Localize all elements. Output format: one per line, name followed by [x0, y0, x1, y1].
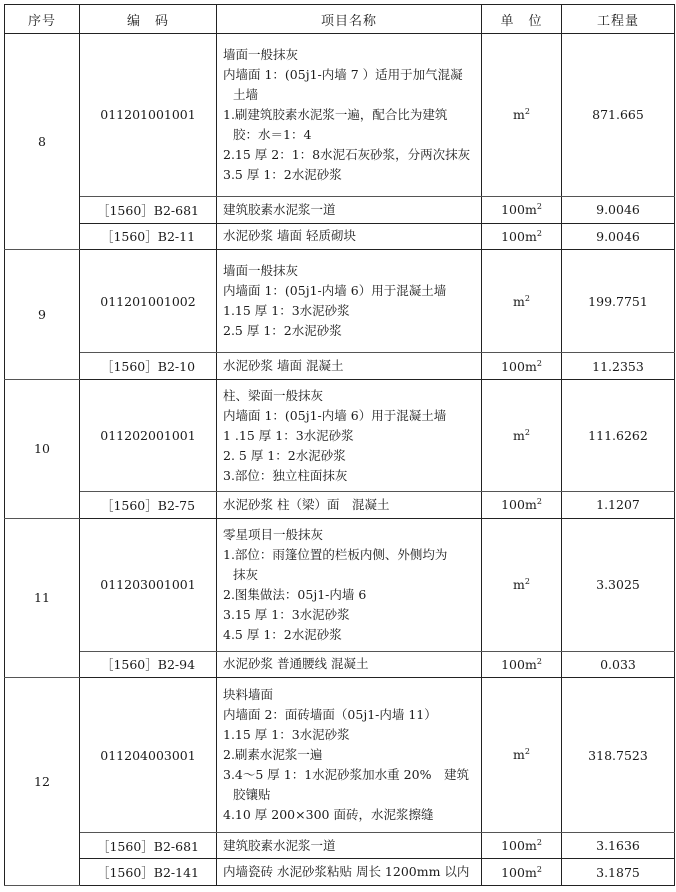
row-code: 011201001001: [80, 34, 217, 197]
sub-unit: [482, 491, 562, 518]
header-seq: 序号: [5, 5, 80, 34]
sub-unit: [482, 353, 562, 380]
sub-qty: 11.2353: [562, 353, 675, 380]
header-unit: 单 位: [482, 5, 562, 34]
row-qty: 318.7523: [562, 678, 675, 832]
unit-superscript: 2: [524, 747, 530, 757]
unit-text: 100m: [501, 228, 537, 244]
name-line: 内墙面 1：(05j1-内墙 7 ）适用于加气混凝: [223, 66, 463, 82]
table-row-sub: [5, 651, 675, 678]
sub-qty: 9.0046: [562, 196, 675, 223]
unit-superscript: 2: [536, 864, 542, 874]
sub-code: ［1560］B2-681: [80, 196, 217, 223]
sub-unit: [482, 651, 562, 678]
name-line: 2.5 厚 1：2水泥砂浆: [223, 323, 342, 339]
sub-code: ［1560］B2-10: [80, 353, 217, 380]
name-line: 土墙: [233, 86, 259, 102]
unit-superscript: 2: [536, 202, 542, 212]
unit-text: m: [513, 747, 525, 763]
unit-text: 100m: [501, 864, 537, 880]
sub-qty: 0.033: [562, 651, 675, 678]
row-unit: [482, 678, 562, 832]
name-line: 内墙面 1：(05j1-内墙 6）用于混凝土墙: [223, 283, 447, 299]
row-seq: 11: [5, 518, 80, 678]
unit-superscript: 2: [524, 107, 530, 117]
name-line: 胶：水＝1：4: [233, 126, 312, 142]
sub-qty: 3.1636: [562, 832, 675, 859]
sub-name: 水泥砂浆 普通腰线 混凝土: [217, 651, 482, 678]
header-code: 编 码: [80, 5, 217, 34]
unit-text: 100m: [501, 202, 537, 218]
sub-code: ［1560］B2-11: [80, 223, 217, 250]
name-line: 1 .15 厚 1：3水泥砂浆: [223, 427, 354, 443]
row-seq: 12: [5, 678, 80, 886]
name-line: 块料墙面: [223, 687, 274, 702]
name-line: 内墙面 1：(05j1-内墙 6）用于混凝土墙: [223, 407, 447, 423]
name-line: 墙面一般抹灰: [223, 46, 299, 62]
name-line: 4.5 厚 1：2水泥砂浆: [223, 626, 342, 642]
header-qty: 工程量: [562, 5, 675, 34]
table-row-main: [5, 380, 675, 492]
row-code: 011204003001: [80, 678, 217, 832]
unit-text: m: [513, 107, 525, 123]
sub-qty: 3.1875: [562, 859, 675, 886]
row-code: 011201001002: [80, 250, 217, 353]
unit-text: m: [513, 293, 525, 309]
sub-unit: [482, 832, 562, 859]
unit-text: 100m: [501, 497, 537, 513]
name-line: 柱、梁面一般抹灰: [223, 387, 324, 403]
name-line: 4.10 厚 200×300 面砖，水泥浆擦缝: [223, 807, 434, 822]
name-line: 胶镶贴: [233, 787, 271, 802]
unit-text: 100m: [501, 657, 537, 673]
row-name: [217, 250, 482, 353]
sub-name: 建筑胶素水泥浆一道: [217, 832, 482, 859]
sub-name: 水泥砂浆 墙面 混凝土: [217, 353, 482, 380]
table-row-sub: [5, 832, 675, 859]
sub-code: ［1560］B2-75: [80, 491, 217, 518]
table-row-sub: [5, 353, 675, 380]
unit-text: m: [513, 577, 525, 593]
name-line: 1.部位：雨篷位置的栏板内侧、外侧均为: [223, 546, 448, 562]
unit-superscript: 2: [524, 427, 530, 437]
sub-name: 内墙瓷砖 水泥砂浆粘贴 周长 1200mm 以内: [217, 859, 482, 886]
name-line: 2.刷素水泥浆一遍: [223, 747, 323, 762]
sub-name: 水泥砂浆 柱（梁）面 混凝土: [217, 491, 482, 518]
table-row-sub: [5, 491, 675, 518]
sub-name: 建筑胶素水泥浆一道: [217, 196, 482, 223]
table-header-row: [5, 5, 675, 34]
row-qty: 111.6262: [562, 380, 675, 492]
sub-code: ［1560］B2-681: [80, 832, 217, 859]
row-unit: [482, 380, 562, 492]
row-name: [217, 380, 482, 492]
table-row-sub: [5, 859, 675, 886]
name-line: 1.刷建筑胶素水泥浆一遍，配合比为建筑: [223, 106, 448, 122]
table-row-sub: [5, 196, 675, 223]
unit-superscript: 2: [536, 837, 542, 847]
name-line: 抹灰: [233, 566, 259, 582]
unit-text: 100m: [501, 358, 537, 374]
unit-superscript: 2: [536, 228, 542, 238]
sub-code: ［1560］B2-94: [80, 651, 217, 678]
sub-unit: [482, 859, 562, 886]
unit-superscript: 2: [536, 656, 542, 666]
name-line: 零星项目一般抹灰: [223, 526, 324, 542]
table-row-main: [5, 250, 675, 353]
row-unit: [482, 518, 562, 651]
name-line: 2.15 厚 2：1：8水泥石灰砂浆，分两次抹灰: [223, 146, 471, 162]
unit-text: m: [513, 428, 525, 444]
unit-text: 100m: [501, 838, 537, 854]
unit-superscript: 2: [536, 358, 542, 368]
row-qty: 871.665: [562, 34, 675, 197]
row-qty: 3.3025: [562, 518, 675, 651]
sub-name: 水泥砂浆 墙面 轻质砌块: [217, 223, 482, 250]
row-code: 011203001001: [80, 518, 217, 651]
name-line: 3.15 厚 1：3水泥砂浆: [223, 606, 350, 622]
table-body: [5, 34, 675, 886]
table-row-sub: [5, 223, 675, 250]
name-line: 3.5 厚 1：2水泥砂浆: [223, 166, 342, 182]
name-line: 2. 5 厚 1：2水泥砂浆: [223, 447, 346, 463]
name-line: 1.15 厚 1：3水泥砂浆: [223, 303, 350, 319]
sub-unit: [482, 196, 562, 223]
name-line: 内墙面 2：面砖墙面（05j1-内墙 11）: [223, 707, 437, 722]
name-line: 墙面一般抹灰: [223, 263, 299, 279]
row-seq: 9: [5, 250, 80, 380]
name-line: 1.15 厚 1：3水泥砂浆: [223, 727, 350, 742]
table-row-main: [5, 34, 675, 197]
row-name: [217, 678, 482, 832]
row-name: [217, 518, 482, 651]
row-code: 011202001001: [80, 380, 217, 492]
row-unit: [482, 34, 562, 197]
unit-superscript: 2: [524, 577, 530, 587]
header-name: 项目名称: [217, 5, 482, 34]
sub-qty: 9.0046: [562, 223, 675, 250]
sub-unit: [482, 223, 562, 250]
unit-superscript: 2: [524, 293, 530, 303]
row-name: [217, 34, 482, 197]
sub-code: ［1560］B2-141: [80, 859, 217, 886]
row-seq: 8: [5, 34, 80, 250]
sub-qty: 1.1207: [562, 491, 675, 518]
row-seq: 10: [5, 380, 80, 518]
unit-superscript: 2: [536, 497, 542, 507]
name-line: 2.图集做法：05j1-内墙 6: [223, 586, 367, 602]
table-row-main: [5, 518, 675, 651]
name-line: 3.4～5 厚 1：1水泥砂浆加水重 20% 建筑: [223, 767, 469, 782]
table-row-main: [5, 678, 675, 832]
quantity-table: [4, 4, 675, 886]
row-unit: [482, 250, 562, 353]
name-line: 3.部位：独立柱面抹灰: [223, 467, 348, 483]
row-qty: 199.7751: [562, 250, 675, 353]
